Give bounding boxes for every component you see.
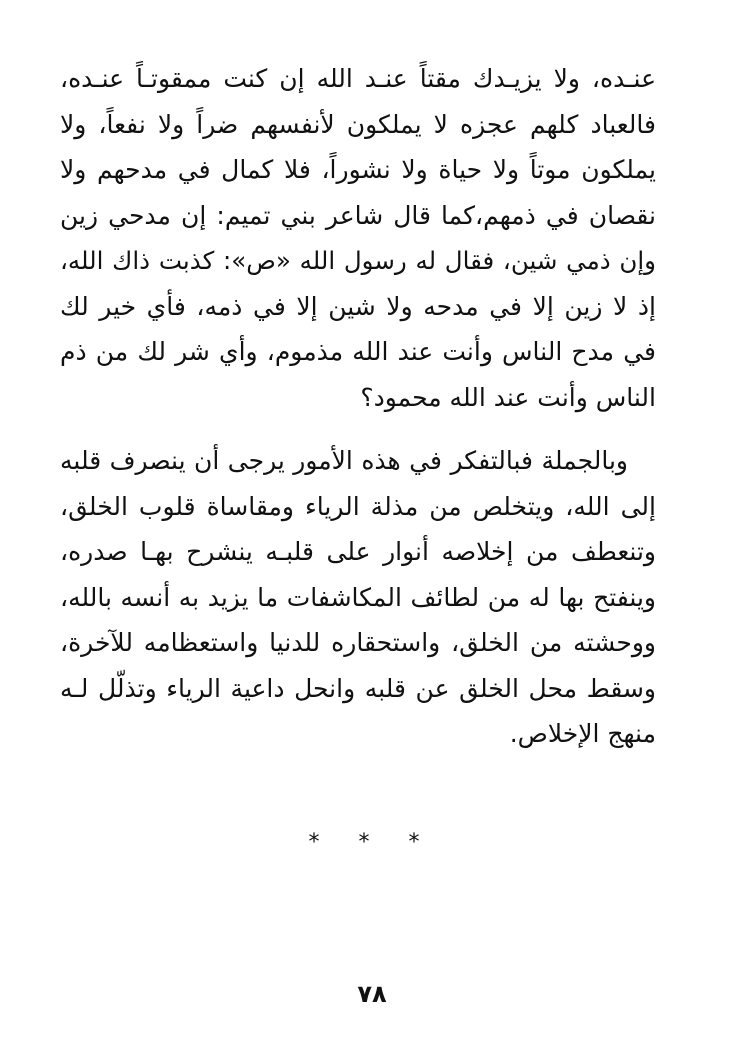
text-line: إلى الله، ويتخلص من مذلة الرياء ومقاساة قلوب الخلق،	[60, 491, 656, 521]
text-line: وسقط محل الخلق عن قلبه وانحل داعية الرياء وتذلّل لـه	[60, 673, 656, 703]
text-line: عنـده، ولا يزيـدك مقتاً عنـد الله إن كنت ممقوتـاً عنـده،	[60, 64, 656, 93]
paragraph-2	[60, 438, 656, 757]
text-line: يملكون موتاً ولا حياة ولا نشوراً، فلا كمال في مدحهم ولا	[60, 155, 656, 184]
text-line: وبالجملة فبالتفكر في هذه الأمور يرجى أن ينصرف قلبه	[60, 446, 628, 475]
page-number: ٧٨	[357, 980, 387, 1008]
text-line: وتنعطف من إخلاصه أنوار على قلبـه ينشرح بهـا صدره،	[60, 537, 656, 566]
section-separator: * * *	[308, 830, 436, 855]
text-line: فالعباد كلهم عجزه لا يملكون لأنفسهم ضراً ولا نفعاً، ولا	[60, 109, 656, 139]
text-line: وإن ذمي شين، فقال له رسول الله «ص»: كذبت ذاك الله،	[60, 246, 656, 275]
text-line: نقصان في ذمهم،كما قال شاعر بني تميم: إن مدحي زين	[60, 200, 656, 230]
text-line: في مدح الناس وأنت عند الله مذموم، وأي شر لك من ذم	[60, 337, 656, 366]
text-line: إذ لا زين إلا في مدحه ولا شين إلا في ذمه، فأي خير لك	[60, 291, 656, 321]
text-line: الناس وأنت عند الله محمود؟	[360, 382, 656, 412]
paragraph-1	[60, 56, 656, 420]
text-line: منهج الإخلاص.	[509, 719, 656, 748]
text-line: ووحشته من الخلق، واستحقاره للدنيا واستعظامه للآخرة،	[60, 628, 656, 657]
text-line: وينفتح بها له من لطائف المكاشفات ما يزيد به أنسه بالله،	[60, 582, 656, 612]
